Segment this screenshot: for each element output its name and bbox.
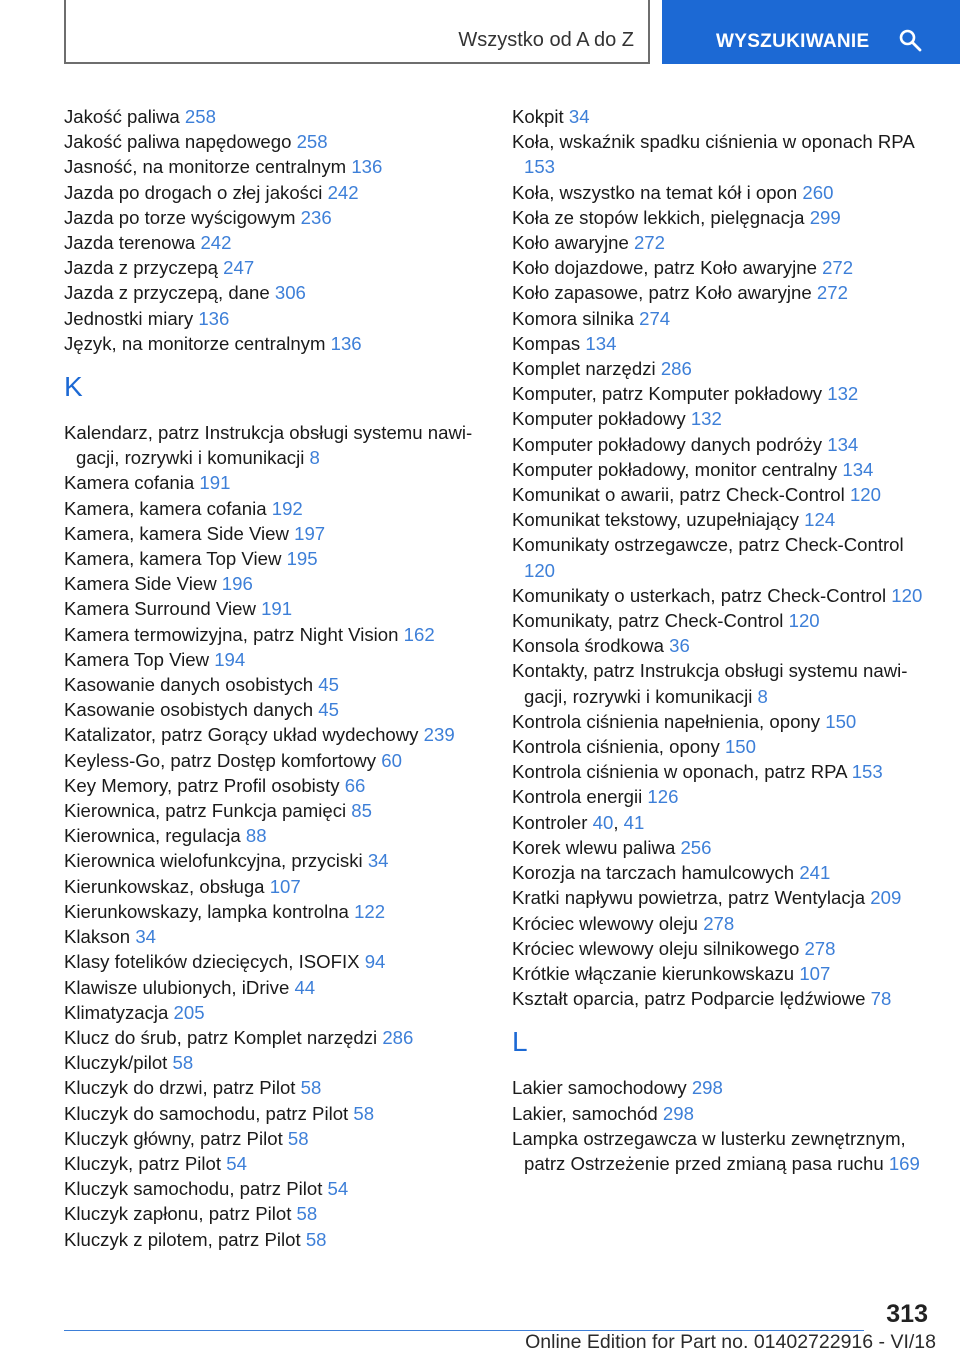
page-link[interactable]: 272 — [816, 282, 848, 304]
index-entry-text: Klimatyzacja — [64, 1001, 169, 1023]
index-entry — [512, 255, 932, 280]
page-link[interactable]: 162 — [403, 623, 435, 645]
page-link[interactable]: 286 — [382, 1026, 414, 1048]
section-letter: K — [64, 371, 83, 403]
index-entry — [64, 647, 484, 672]
page-link[interactable]: 134 — [827, 433, 859, 455]
page-link[interactable]: 272 — [822, 257, 854, 279]
tab-search[interactable] — [662, 0, 960, 64]
index-entry-text: Koła, wskaźnik spadku ciśnienia w oponach RPA — [512, 131, 914, 153]
index-entry-text: Klucz do śrub, patrz Komplet narzędzi — [64, 1026, 378, 1048]
index-entry-text: Kamera Top View — [64, 648, 210, 670]
page-link[interactable]: 241 — [799, 862, 831, 884]
page-link[interactable]: 8 — [757, 685, 768, 707]
page-link[interactable]: 66 — [344, 774, 366, 796]
index-entry — [512, 104, 932, 129]
index-entry-text: Komunikaty ostrzegawcze, patrz Check-Control — [512, 534, 904, 556]
index-entry — [64, 1151, 484, 1176]
index-entry — [512, 936, 932, 961]
page-link[interactable]: 124 — [804, 509, 836, 531]
page-link[interactable]: 196 — [221, 573, 253, 595]
index-entry-text: Kierunkowskaz, obsługa — [64, 875, 265, 897]
index-entry — [512, 205, 932, 230]
index-entry — [512, 608, 932, 633]
index-column-right — [512, 104, 932, 1176]
page-link[interactable]: 58 — [287, 1127, 309, 1149]
index-entry — [512, 784, 932, 809]
index-entry-text: Korozja na tarczach hamulcowych — [512, 862, 795, 884]
index-entry — [512, 759, 932, 784]
page-link[interactable]: 258 — [296, 131, 328, 153]
index-entry-text: Kluczyk zapłonu, patrz Pilot — [64, 1203, 292, 1225]
index-entry — [64, 331, 484, 356]
page-link[interactable]: 126 — [647, 786, 679, 808]
index-entry — [64, 496, 484, 521]
index-entry-text: Komora silnika — [512, 307, 634, 329]
index-entry — [512, 709, 932, 734]
index-entry — [512, 507, 932, 532]
index-entry-text: Klasy fotelików dziecięcych, ISOFIX — [64, 951, 360, 973]
index-entry — [64, 129, 484, 154]
page-link[interactable]: 58 — [305, 1228, 327, 1250]
index-entry — [512, 1075, 932, 1100]
index-entry-text: Kluczyk z pilotem, patrz Pilot — [64, 1228, 301, 1250]
index-entry-text: Kierownica wielofunkcyjna, przyciski — [64, 850, 363, 872]
page-link[interactable]: 120 — [849, 484, 881, 506]
index-entry — [64, 255, 484, 280]
index-entry — [64, 1126, 484, 1151]
page-link[interactable]: 256 — [680, 836, 712, 858]
index-entry-text: Koło zapasowe, patrz Koło awaryjne — [512, 282, 812, 304]
index-entry-text: Komputer pokładowy, monitor centralny — [512, 458, 838, 480]
index-entry — [64, 874, 484, 899]
index-entry-text: Komunikaty, patrz Check-Control — [512, 610, 784, 632]
index-entry — [512, 1126, 932, 1176]
page-link[interactable]: 274 — [639, 307, 671, 329]
page-link[interactable]: 44 — [294, 976, 316, 998]
index-entry-text: Jazda z przyczepą — [64, 257, 218, 279]
page-link[interactable]: 34 — [568, 106, 590, 127]
page-link[interactable]: 242 — [327, 181, 359, 203]
index-entry-text: Krótkie włączanie kierunkowskazu — [512, 962, 795, 984]
page-link[interactable]: 58 — [300, 1077, 322, 1099]
page-link[interactable]: 205 — [173, 1001, 205, 1023]
index-entry-text: Kasowanie danych osobistych — [64, 674, 314, 696]
index-entry-text: Kamera Side View — [64, 573, 217, 595]
index-entry-text: Keyless-Go, patrz Dostęp komfortowy — [64, 749, 377, 771]
index-entry: Kontroler 40, 41 — [512, 811, 645, 833]
index-column-left — [64, 104, 484, 1252]
index-entry-text: Kompas — [512, 332, 581, 354]
index-entry-text: Kluczyk, patrz Pilot — [64, 1152, 222, 1174]
index-entry-text: Kamera Surround View — [64, 598, 256, 620]
page-link[interactable]: 8 — [309, 447, 320, 469]
index-entry-text: Kasowanie osobistych danych — [64, 699, 314, 721]
index-entry — [512, 658, 932, 708]
page-link[interactable]: 136 — [330, 332, 362, 354]
index-entry — [64, 1075, 484, 1100]
page-link[interactable]: 36 — [669, 635, 690, 657]
index-entry-text: Kontrola energii — [512, 786, 643, 808]
index-entry — [64, 924, 484, 949]
page-link[interactable]: 153 — [851, 761, 883, 783]
index-entry-text: Komputer pokładowy — [512, 408, 686, 430]
top-navigation — [0, 0, 960, 66]
footer-edition: Online Edition for Part no. 01402722916 - VI/18 — [525, 1331, 936, 1353]
index-entry — [64, 1201, 484, 1226]
index-entry — [64, 546, 484, 571]
index-entry-text: Lakier, samochód — [512, 1102, 658, 1124]
page-link[interactable]: 41 — [623, 811, 645, 833]
page-link[interactable]: 54 — [327, 1178, 349, 1200]
index-entry — [512, 734, 932, 759]
index-entry-text: Koła, wszystko na temat kół i opon — [512, 181, 798, 203]
index-entry — [64, 622, 484, 647]
page-link[interactable]: 209 — [870, 887, 902, 909]
index-entry — [512, 457, 932, 482]
page-link[interactable]: 40 — [592, 811, 614, 833]
index-entry — [64, 420, 484, 470]
index-entry-text: Komputer, patrz Komputer pokładowy — [512, 383, 823, 405]
page-link[interactable]: 132 — [690, 408, 722, 430]
index-entry — [64, 280, 484, 305]
index-entry-text: Jazda terenowa — [64, 232, 196, 254]
page-link[interactable]: 78 — [870, 988, 892, 1010]
index-entry-text: Komputer pokładowy danych podróży — [512, 433, 823, 455]
index-entry — [64, 180, 484, 205]
page-link[interactable]: 120 — [788, 610, 820, 632]
index-entry-text: Język, na monitorze centralnym — [64, 332, 326, 354]
index-entry-text: Korek wlewu paliwa — [512, 836, 676, 858]
page-link[interactable]: 45 — [318, 674, 339, 696]
tab-all-a-to-z[interactable] — [64, 0, 650, 64]
tab-search-label: WYSZUKIWANIE — [716, 31, 870, 52]
page-link[interactable]: 107 — [799, 962, 831, 984]
index-entry-text: Kokpit — [512, 106, 564, 127]
index-entry — [512, 911, 932, 936]
index-entry — [64, 104, 484, 129]
page-link[interactable]: 197 — [294, 522, 326, 544]
page-link[interactable]: 306 — [274, 282, 306, 304]
page-link[interactable]: 58 — [353, 1102, 375, 1124]
index-entry-text: Kalendarz, patrz Instrukcja obsługi systemu nawigacji, rozrywki i komunikacji — [64, 422, 473, 469]
page-link[interactable]: 107 — [269, 875, 301, 897]
index-entry — [64, 975, 484, 1000]
page-link[interactable]: 150 — [825, 710, 857, 732]
page-link[interactable]: 191 — [199, 472, 231, 494]
index-entry — [64, 722, 484, 747]
index-entry-text: Jazda po torze wyścigowym — [64, 206, 296, 228]
section-letter: L — [512, 1026, 528, 1058]
index-entry — [512, 583, 932, 608]
page-link[interactable]: 34 — [367, 850, 389, 872]
index-entry — [512, 230, 932, 255]
page-link[interactable]: 239 — [423, 724, 455, 746]
index-entry-text: Komunikat tekstowy, uzupełniający — [512, 509, 799, 531]
index-entry — [512, 356, 932, 381]
index-entry-text: Koło awaryjne — [512, 232, 629, 254]
page-link[interactable]: 134 — [585, 332, 617, 354]
index-entry — [64, 1025, 484, 1050]
index-entry — [512, 406, 932, 431]
page-link[interactable]: 134 — [842, 458, 874, 480]
index-entry — [64, 1050, 484, 1075]
index-entry — [64, 1227, 484, 1252]
page-link[interactable]: 258 — [184, 106, 216, 127]
page-link[interactable]: 299 — [809, 206, 841, 228]
page-link[interactable]: 194 — [214, 648, 246, 670]
index-entry-text: Króciec wlewowy oleju silnikowego — [512, 937, 800, 959]
index-entry-text: Jakość paliwa napędowego — [64, 131, 292, 153]
index-entry — [512, 482, 932, 507]
index-entry-text: Komunikat o awarii, patrz Check-Control — [512, 484, 845, 506]
index-entry — [64, 306, 484, 331]
index-entry-text: Kontrola ciśnienia napełnienia, opony — [512, 710, 821, 732]
index-entry — [64, 748, 484, 773]
index-entry — [64, 899, 484, 924]
page-link[interactable]: 94 — [364, 951, 386, 973]
index-entry-text: Kluczyk/pilot — [64, 1052, 168, 1074]
page-link[interactable]: 272 — [633, 232, 665, 254]
index-entry-text: Klawisze ulubionych, iDrive — [64, 976, 290, 998]
index-entry — [64, 521, 484, 546]
page-link[interactable]: 278 — [804, 937, 836, 959]
index-entry-text: Kierownica, patrz Funkcja pamięci — [64, 800, 347, 822]
index-entry — [512, 885, 932, 910]
index-entry — [512, 331, 932, 356]
page-link[interactable]: 236 — [300, 206, 332, 228]
index-entry — [64, 949, 484, 974]
magnifier-icon — [898, 28, 922, 52]
index-entry — [512, 306, 932, 331]
page-link[interactable]: 132 — [827, 383, 859, 405]
index-entry-text: Komplet narzędzi — [512, 358, 656, 380]
index-entry-text: Kontrola ciśnienia, opony — [512, 736, 720, 758]
index-entry-text: Kamera, kamera Side View — [64, 522, 289, 544]
index-entry-text: Jakość paliwa — [64, 106, 180, 127]
page-link[interactable]: 298 — [662, 1102, 694, 1124]
index-entry — [64, 798, 484, 823]
index-entry-text: Jazda po drogach o złej jakości — [64, 181, 323, 203]
page-link[interactable]: 85 — [351, 800, 372, 822]
index-entry — [64, 697, 484, 722]
page-link[interactable]: 192 — [271, 497, 303, 519]
index-entry-text: Jednostki miary — [64, 307, 194, 329]
page-number: 313 — [886, 1300, 928, 1328]
index-entry — [512, 961, 932, 986]
index-entry-text: Konsola środkowa — [512, 635, 664, 657]
index-entry — [512, 532, 932, 582]
index-entry-text: Lakier samochodowy — [512, 1077, 687, 1099]
page-link[interactable]: 278 — [703, 912, 735, 934]
index-entry — [512, 986, 932, 1011]
page-link[interactable]: 58 — [172, 1052, 194, 1074]
page-link[interactable]: 286 — [660, 358, 692, 380]
index-entry — [512, 280, 932, 305]
page-link[interactable]: 34 — [135, 926, 157, 948]
page-link[interactable]: 136 — [198, 307, 230, 329]
page-link[interactable]: 88 — [245, 825, 267, 847]
index-entry — [64, 1000, 484, 1025]
index-entry — [64, 848, 484, 873]
index-entry-text: Kluczyk samochodu, patrz Pilot — [64, 1178, 323, 1200]
page-link[interactable]: 45 — [318, 699, 339, 721]
page-link[interactable]: 195 — [286, 548, 318, 570]
index-entry-text: Kluczyk główny, patrz Pilot — [64, 1127, 283, 1149]
index-entry-text: Klakson — [64, 926, 131, 948]
page-link[interactable]: 260 — [802, 181, 834, 203]
index-entry — [64, 205, 484, 230]
index-entry — [512, 432, 932, 457]
index-entry-text: Kontroler — [512, 811, 588, 833]
tab-all-a-to-z-label: Wszystko od A do Z — [458, 29, 634, 51]
index-entry — [64, 1101, 484, 1126]
index-entry — [512, 1101, 932, 1126]
index-entry — [64, 773, 484, 798]
page-link[interactable]: 298 — [691, 1077, 723, 1099]
index-entry-text: Key Memory, patrz Profil osobisty — [64, 774, 340, 796]
index-entry-text: Kluczyk do samochodu, patrz Pilot — [64, 1102, 349, 1124]
page-link[interactable]: 120 — [891, 584, 923, 606]
page-link[interactable]: 242 — [200, 232, 232, 254]
page-link[interactable]: 247 — [223, 257, 255, 279]
index-entry-text: Koło dojazdowe, patrz Koło awaryjne — [512, 257, 817, 279]
index-entry — [512, 633, 932, 658]
index-entry — [64, 470, 484, 495]
index-entry — [64, 672, 484, 697]
page-link[interactable]: 150 — [724, 736, 756, 758]
index-entry — [64, 230, 484, 255]
index-entry-text: Kamera termowizyjna, patrz Night Vision — [64, 623, 399, 645]
index-entry-text: Kierunkowskazy, lampka kontrolna — [64, 900, 349, 922]
index-entry-text: Jasność, na monitorze centralnym — [64, 156, 347, 178]
index-entry-text: Kamera, kamera cofania — [64, 497, 267, 519]
index-entry — [512, 860, 932, 885]
index-entry — [64, 596, 484, 621]
index-entry — [512, 835, 932, 860]
page-link[interactable]: 122 — [354, 900, 386, 922]
index-entry-text: Komunikaty o usterkach, patrz Check-Control — [512, 584, 887, 606]
index-entry-text: Kamera cofania — [64, 472, 195, 494]
page-link[interactable]: 60 — [381, 749, 402, 771]
page-link[interactable]: 153 — [524, 156, 556, 178]
index-entry — [512, 129, 932, 179]
page-link[interactable]: 120 — [524, 559, 556, 581]
page-link[interactable]: 169 — [888, 1152, 920, 1174]
index-entry — [512, 381, 932, 406]
index-entry — [64, 154, 484, 179]
index-entry-text: Lampka ostrzegawcza w lusterku zewnętrznym, patrz Ostrzeżenie przed zmianą pasa ruchu — [512, 1127, 906, 1174]
index-entry-text: Jazda z przyczepą, dane — [64, 282, 270, 304]
index-entry — [512, 180, 932, 205]
index-entry-text: Kamera, kamera Top View — [64, 548, 282, 570]
page-link[interactable]: 136 — [351, 156, 383, 178]
index-entry-text: Kratki napływu powietrza, patrz Wentylacja — [512, 887, 866, 909]
index-entry — [64, 1176, 484, 1201]
index-entry-text: Kluczyk do drzwi, patrz Pilot — [64, 1077, 296, 1099]
index-entry-text: Kierownica, regulacja — [64, 825, 241, 847]
index-entry-text: Katalizator, patrz Gorący układ wydechowy — [64, 724, 419, 746]
index-entry-text: Kształt oparcia, patrz Podparcie lędźwiowe — [512, 988, 866, 1010]
page-link[interactable]: 58 — [296, 1203, 318, 1225]
index-entry-text: Króciec wlewowy oleju — [512, 912, 699, 934]
index-entry — [64, 823, 484, 848]
page-link[interactable]: 191 — [261, 598, 293, 620]
index-entry — [64, 571, 484, 596]
index-entry-text: Kontrola ciśnienia w oponach, patrz RPA — [512, 761, 847, 783]
page-link[interactable]: 54 — [226, 1152, 247, 1174]
index-entry-text: Koła ze stopów lekkich, pielęgnacja — [512, 206, 805, 228]
index-entry-text: Kontakty, patrz Instrukcja obsługi systemu nawigacji, rozrywki i komunikacji — [512, 660, 908, 707]
